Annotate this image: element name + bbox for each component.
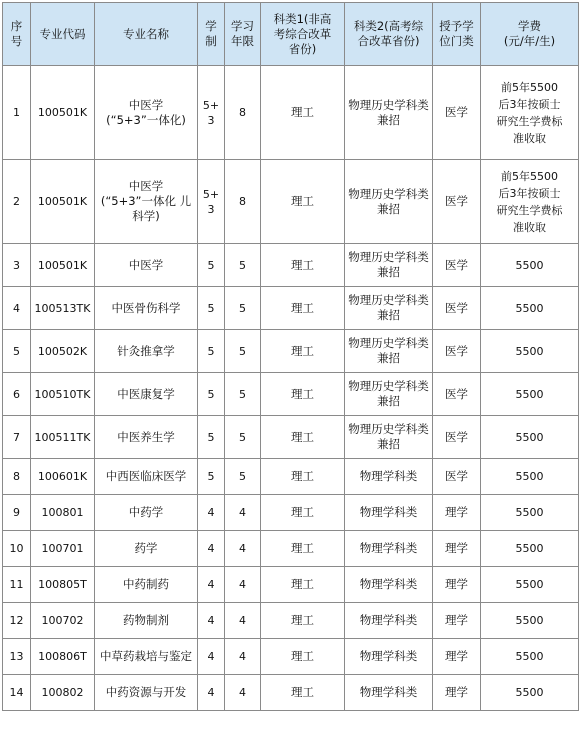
table-body <box>3 66 579 711</box>
cell-name: 中医养生学 <box>95 416 198 459</box>
cell-degree: 理学 <box>433 603 481 639</box>
major-tuition-table <box>2 2 579 711</box>
cell-length: 4 <box>198 567 225 603</box>
cell-fee: 5500 <box>481 675 579 711</box>
header-degree: 授予学 位门类 <box>433 3 481 66</box>
cell-name: 药学 <box>95 531 198 567</box>
cell-subject1: 理工 <box>261 603 345 639</box>
cell-fee: 前5年5500 后3年按硕士 研究生学费标 准收取 <box>481 66 579 160</box>
cell-years: 5 <box>225 330 261 373</box>
cell-subject2: 物理历史学科类 兼招 <box>345 373 433 416</box>
cell-subject2: 物理历史学科类 兼招 <box>345 244 433 287</box>
cell-degree: 医学 <box>433 244 481 287</box>
cell-years: 4 <box>225 567 261 603</box>
cell-fee: 5500 <box>481 639 579 675</box>
cell-length: 5 <box>198 244 225 287</box>
cell-length: 4 <box>198 531 225 567</box>
cell-length: 5 <box>198 459 225 495</box>
cell-code: 100501K <box>31 66 95 160</box>
cell-name: 中西医临床医学 <box>95 459 198 495</box>
cell-no: 4 <box>3 287 31 330</box>
header-code: 专业代码 <box>31 3 95 66</box>
cell-fee: 5500 <box>481 330 579 373</box>
cell-length: 4 <box>198 639 225 675</box>
cell-code: 100805T <box>31 567 95 603</box>
cell-years: 5 <box>225 244 261 287</box>
cell-subject1: 理工 <box>261 330 345 373</box>
cell-fee: 5500 <box>481 603 579 639</box>
cell-years: 5 <box>225 373 261 416</box>
cell-subject2: 物理学科类 <box>345 495 433 531</box>
cell-code: 100501K <box>31 244 95 287</box>
cell-fee: 5500 <box>481 495 579 531</box>
cell-no: 2 <box>3 160 31 244</box>
cell-years: 4 <box>225 603 261 639</box>
table-row <box>3 287 579 330</box>
cell-years: 8 <box>225 160 261 244</box>
cell-code: 100701 <box>31 531 95 567</box>
table-row <box>3 416 579 459</box>
cell-no: 6 <box>3 373 31 416</box>
cell-degree: 理学 <box>433 675 481 711</box>
cell-name: 中药学 <box>95 495 198 531</box>
cell-degree: 理学 <box>433 531 481 567</box>
cell-length: 4 <box>198 603 225 639</box>
cell-degree: 医学 <box>433 287 481 330</box>
cell-name: 中医学 (“5+3”一体化) <box>95 66 198 160</box>
cell-subject2: 物理历史学科类 兼招 <box>345 160 433 244</box>
cell-no: 5 <box>3 330 31 373</box>
cell-subject1: 理工 <box>261 373 345 416</box>
cell-degree: 医学 <box>433 373 481 416</box>
cell-length: 5 <box>198 416 225 459</box>
cell-subject1: 理工 <box>261 66 345 160</box>
cell-subject2: 物理历史学科类 兼招 <box>345 330 433 373</box>
cell-no: 14 <box>3 675 31 711</box>
cell-subject1: 理工 <box>261 495 345 531</box>
cell-subject1: 理工 <box>261 531 345 567</box>
table-header-row <box>3 3 579 66</box>
header-subject2: 科类2(高考综 合改革省份) <box>345 3 433 66</box>
cell-subject1: 理工 <box>261 459 345 495</box>
cell-name: 中医康复学 <box>95 373 198 416</box>
table-container <box>2 2 579 711</box>
header-no: 序 号 <box>3 3 31 66</box>
cell-subject2: 物理学科类 <box>345 675 433 711</box>
cell-subject2: 物理历史学科类 兼招 <box>345 66 433 160</box>
table-row <box>3 373 579 416</box>
table-row <box>3 330 579 373</box>
cell-no: 8 <box>3 459 31 495</box>
cell-fee: 前5年5500 后3年按硕士 研究生学费标 准收取 <box>481 160 579 244</box>
table-row <box>3 459 579 495</box>
table-row <box>3 531 579 567</box>
cell-no: 3 <box>3 244 31 287</box>
cell-fee: 5500 <box>481 567 579 603</box>
cell-length: 5+3 <box>198 160 225 244</box>
cell-fee: 5500 <box>481 373 579 416</box>
cell-subject2: 物理历史学科类 兼招 <box>345 416 433 459</box>
table-row <box>3 244 579 287</box>
cell-name: 药物制剂 <box>95 603 198 639</box>
cell-no: 12 <box>3 603 31 639</box>
cell-years: 4 <box>225 639 261 675</box>
cell-subject2: 物理学科类 <box>345 567 433 603</box>
cell-subject1: 理工 <box>261 639 345 675</box>
cell-no: 13 <box>3 639 31 675</box>
table-row <box>3 603 579 639</box>
cell-code: 100806T <box>31 639 95 675</box>
cell-years: 8 <box>225 66 261 160</box>
cell-fee: 5500 <box>481 244 579 287</box>
cell-subject1: 理工 <box>261 675 345 711</box>
cell-code: 100513TK <box>31 287 95 330</box>
cell-no: 11 <box>3 567 31 603</box>
cell-degree: 医学 <box>433 330 481 373</box>
cell-fee: 5500 <box>481 459 579 495</box>
header-length: 学 制 <box>198 3 225 66</box>
cell-degree: 理学 <box>433 567 481 603</box>
cell-subject1: 理工 <box>261 567 345 603</box>
cell-code: 100702 <box>31 603 95 639</box>
cell-length: 4 <box>198 495 225 531</box>
cell-subject2: 物理学科类 <box>345 459 433 495</box>
table-row <box>3 567 579 603</box>
cell-subject2: 物理学科类 <box>345 603 433 639</box>
cell-name: 针灸推拿学 <box>95 330 198 373</box>
cell-years: 5 <box>225 416 261 459</box>
cell-no: 9 <box>3 495 31 531</box>
table-row <box>3 495 579 531</box>
cell-code: 100502K <box>31 330 95 373</box>
cell-length: 5+3 <box>198 66 225 160</box>
cell-degree: 理学 <box>433 639 481 675</box>
cell-subject2: 物理历史学科类 兼招 <box>345 287 433 330</box>
cell-subject2: 物理学科类 <box>345 531 433 567</box>
cell-code: 100801 <box>31 495 95 531</box>
cell-code: 100601K <box>31 459 95 495</box>
cell-degree: 医学 <box>433 416 481 459</box>
cell-code: 100501K <box>31 160 95 244</box>
cell-no: 7 <box>3 416 31 459</box>
cell-length: 5 <box>198 330 225 373</box>
cell-fee: 5500 <box>481 416 579 459</box>
cell-length: 4 <box>198 675 225 711</box>
cell-code: 100511TK <box>31 416 95 459</box>
cell-subject1: 理工 <box>261 160 345 244</box>
cell-years: 4 <box>225 531 261 567</box>
cell-code: 100510TK <box>31 373 95 416</box>
cell-degree: 医学 <box>433 160 481 244</box>
header-years: 学习 年限 <box>225 3 261 66</box>
cell-length: 5 <box>198 373 225 416</box>
cell-no: 1 <box>3 66 31 160</box>
cell-fee: 5500 <box>481 287 579 330</box>
cell-years: 5 <box>225 459 261 495</box>
cell-code: 100802 <box>31 675 95 711</box>
cell-subject1: 理工 <box>261 416 345 459</box>
table-row <box>3 639 579 675</box>
cell-name: 中草药栽培与鉴定 <box>95 639 198 675</box>
cell-fee: 5500 <box>481 531 579 567</box>
cell-subject2: 物理学科类 <box>345 639 433 675</box>
cell-name: 中医学 <box>95 244 198 287</box>
cell-years: 4 <box>225 495 261 531</box>
cell-degree: 医学 <box>433 459 481 495</box>
cell-no: 10 <box>3 531 31 567</box>
cell-years: 4 <box>225 675 261 711</box>
cell-degree: 医学 <box>433 66 481 160</box>
header-subject1: 科类1(非高 考综合改革 省份) <box>261 3 345 66</box>
cell-name: 中医骨伤科学 <box>95 287 198 330</box>
cell-subject1: 理工 <box>261 244 345 287</box>
cell-years: 5 <box>225 287 261 330</box>
cell-degree: 理学 <box>433 495 481 531</box>
header-fee: 学费 (元/年/生) <box>481 3 579 66</box>
cell-name: 中药资源与开发 <box>95 675 198 711</box>
table-row <box>3 160 579 244</box>
header-name: 专业名称 <box>95 3 198 66</box>
cell-name: 中药制药 <box>95 567 198 603</box>
cell-name: 中医学 (“5+3”一体化 儿 科学) <box>95 160 198 244</box>
cell-length: 5 <box>198 287 225 330</box>
cell-subject1: 理工 <box>261 287 345 330</box>
table-row <box>3 66 579 160</box>
table-row <box>3 675 579 711</box>
